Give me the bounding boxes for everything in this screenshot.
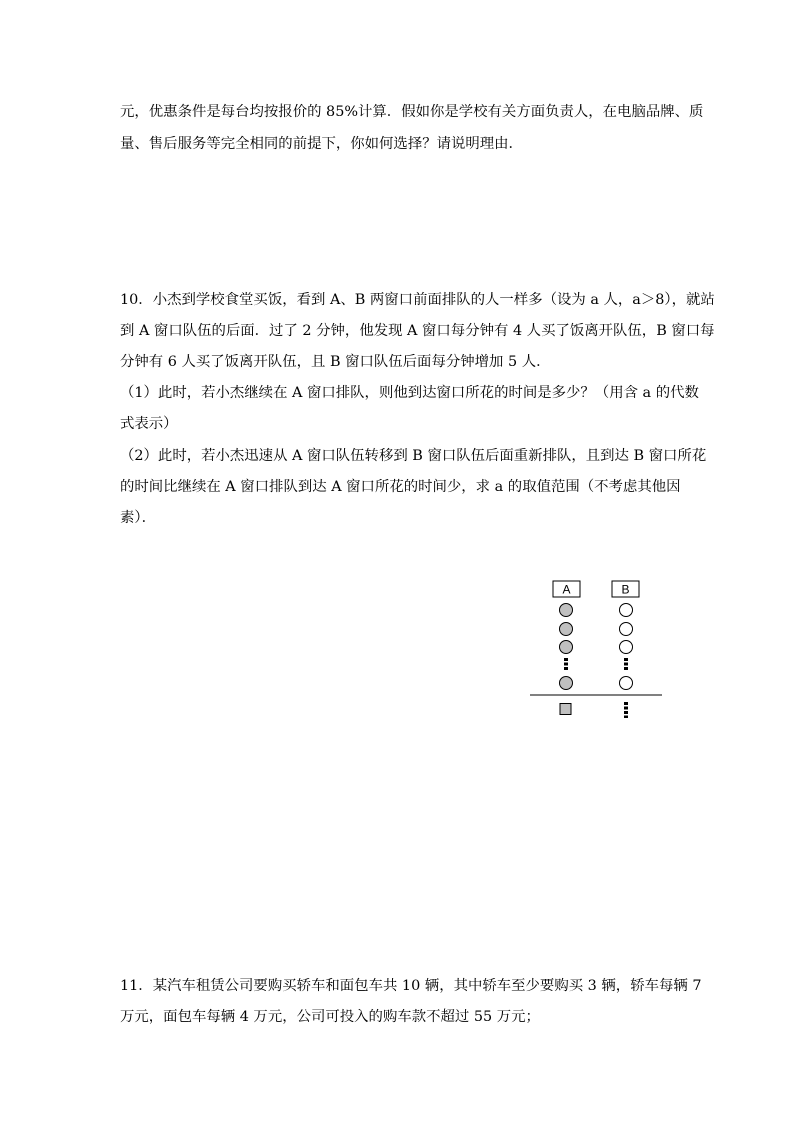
xiaojie-marker xyxy=(560,704,571,715)
question-10-part-1: 式表示） xyxy=(120,416,178,432)
question-10-part-1: （1）此时，若小杰继续在 A 窗口排队，则他到达窗口所花的时间是多少？（用含 a 的代数 xyxy=(120,385,699,401)
queue-b-person xyxy=(620,641,633,654)
window-b-label: B xyxy=(621,582,630,597)
queue-b-person xyxy=(620,604,633,617)
question-10-stem-line: 分钟有 6 人买了饭离开队伍，且 B 窗口队伍后面每分钟增加 5 人． xyxy=(120,354,551,370)
text-line: 元，优惠条件是每台均按报价的 85%计算．假如你是学校有关方面负责人，在电脑品牌、质 xyxy=(120,104,704,120)
question-10-part-2: 的时间比继续在 A 窗口排队到达 A 窗口所花的时间少，求 a 的取值范围（不考虑其他因 xyxy=(120,479,681,495)
question-10-stem-line: 10．小杰到学校食堂买饭，看到 A、B 两窗口前面排队的人一样多（设为 a 人，a＞8），就站 xyxy=(120,292,715,308)
question-11-stem-line: 万元，面包车每辆 4 万元，公司可投入的购车款不超过 55 万元； xyxy=(120,1009,540,1025)
question-10-part-2: 素）． xyxy=(120,510,156,526)
queue-b-ellipsis xyxy=(624,658,628,670)
question-11-stem-line: 11．某汽车租赁公司要购买轿车和面包车共 10 辆，其中轿车至少要购买 3 辆，轿车每辆 7 xyxy=(120,978,702,994)
queue-a-person xyxy=(560,641,573,654)
queue-b-tail-ellipsis xyxy=(624,702,628,718)
queue-diagram xyxy=(525,575,670,725)
queue-a-person xyxy=(560,604,573,617)
queue-b-person xyxy=(620,623,633,636)
queue-a-person xyxy=(560,623,573,636)
question-10-part-2: （2）此时，若小杰迅速从 A 窗口队伍转移到 B 窗口队伍后面重新排队，且到达 B 窗口所花 xyxy=(120,448,707,464)
queue-a-person xyxy=(560,677,573,690)
question-10-stem-line: 到 A 窗口队伍的后面．过了 2 分钟，他发现 A 窗口每分钟有 4 人买了饭离开队伍，B 窗口每 xyxy=(120,323,715,339)
queue-b-person xyxy=(620,677,633,690)
text-line: 量、售后服务等完全相同的前提下，你如何选择？请说明理由． xyxy=(120,136,523,152)
window-a-label: A xyxy=(562,582,571,597)
queue-a-ellipsis xyxy=(564,658,568,670)
